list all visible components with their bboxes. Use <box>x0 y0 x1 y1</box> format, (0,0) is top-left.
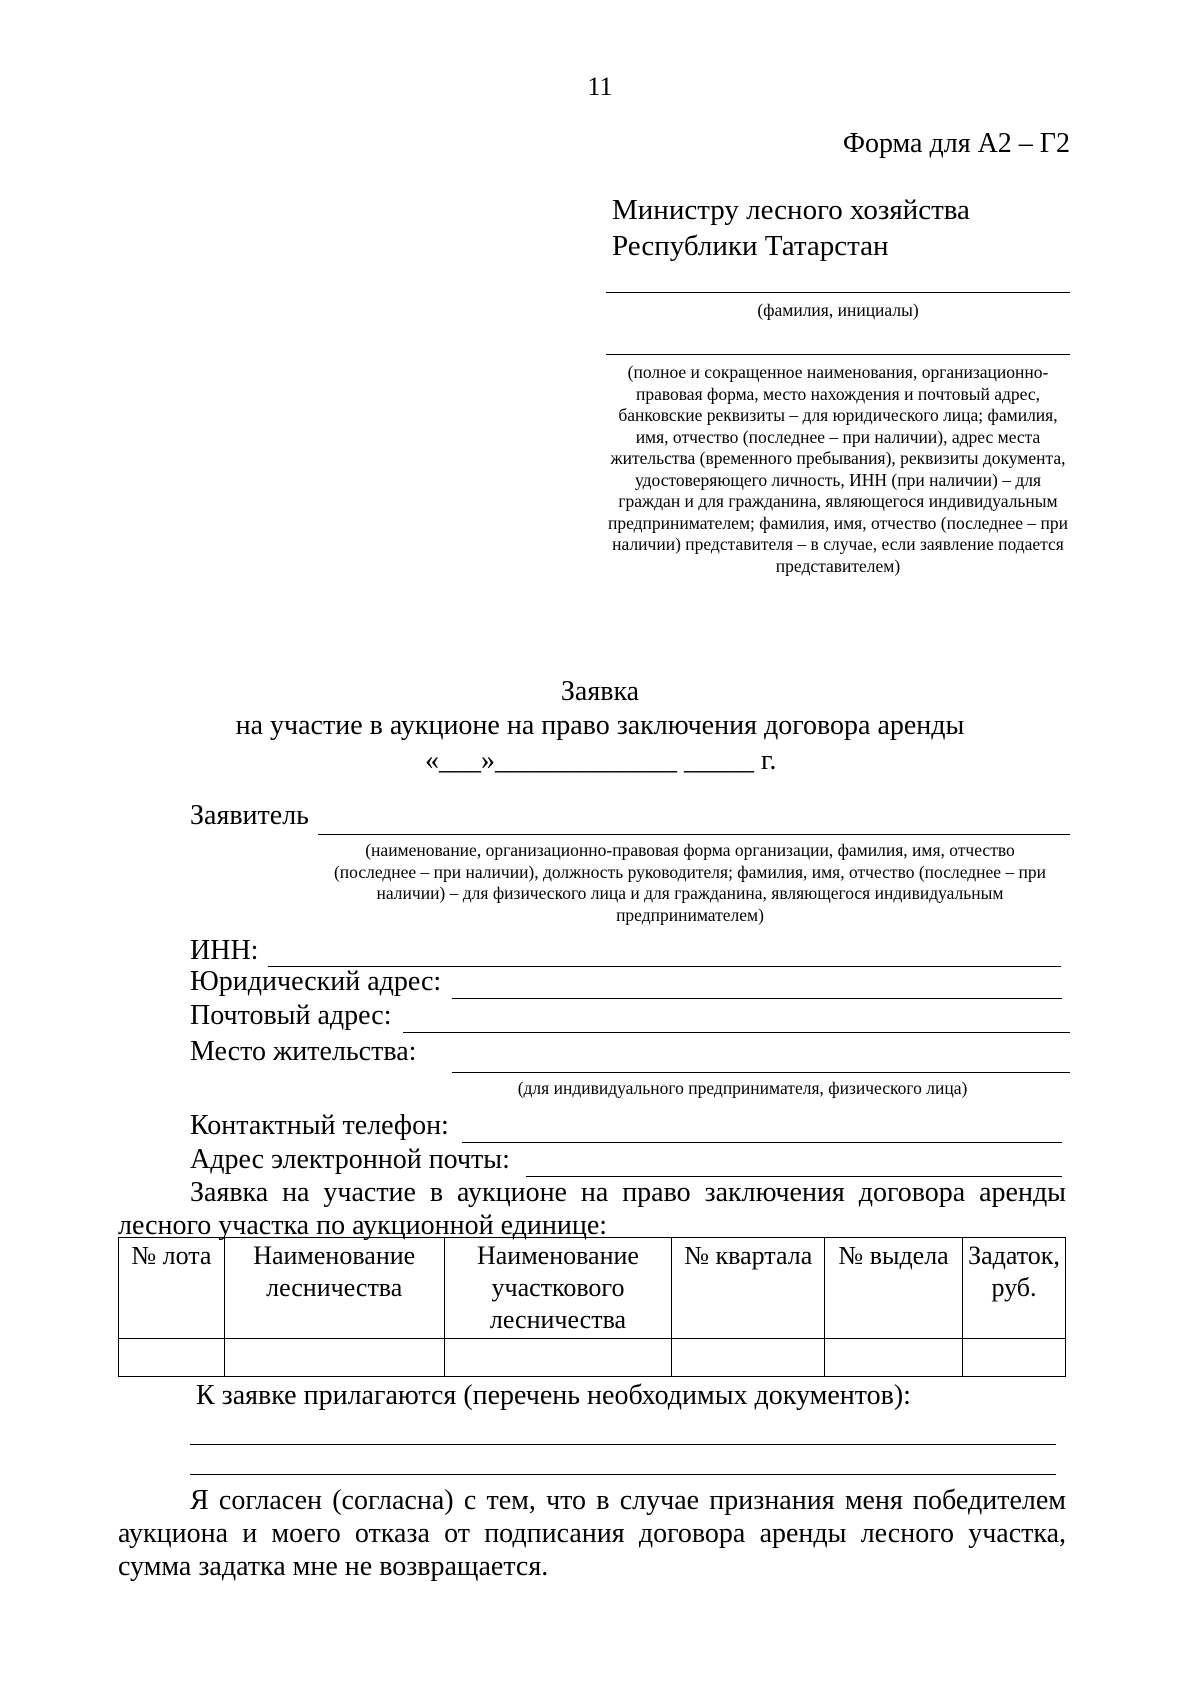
lots-table-header-row <box>119 1238 1066 1339</box>
initials-blank-line[interactable] <box>606 292 1070 293</box>
applicant-blank-line[interactable] <box>318 834 1070 835</box>
residence-label: Место жительства: <box>190 1036 417 1067</box>
table-cell-allotment-number[interactable] <box>825 1339 963 1377</box>
application-intro: Заявка на участие в аукционе на право заключения договора аренды лесного участка по аукционной единице: <box>118 1177 1066 1241</box>
initials-caption: (фамилия, инициалы) <box>757 300 919 320</box>
attachments-blank-line-1[interactable] <box>190 1444 1056 1445</box>
addressee-line-2: Республики Татарстан <box>612 230 889 262</box>
table-cell-deposit[interactable] <box>962 1339 1065 1377</box>
col-lot-number: № лота <box>119 1238 225 1339</box>
attachments-label: К заявке прилагаются (перечень необходимых документов): <box>196 1380 911 1411</box>
col-allotment-number: № выдела <box>825 1238 963 1339</box>
form-label: Форма для А2 – Г2 <box>842 128 1070 159</box>
page-number: 11 <box>587 72 613 101</box>
phone-label: Контактный телефон: <box>190 1110 449 1141</box>
fullname-blank-line[interactable] <box>606 354 1070 355</box>
legal-address-blank-line[interactable] <box>452 998 1062 999</box>
table-cell-forestry-name[interactable] <box>224 1339 444 1377</box>
email-label: Адрес электронной почты: <box>190 1144 510 1175</box>
col-deposit: Задаток, руб. <box>962 1238 1065 1339</box>
table-row <box>119 1339 1066 1377</box>
applicant-caption: (наименование, организационно-правовая форма организации, фамилия, имя, отчество (последнее – при наличии), должность руководителя; фамилия, имя, отчество (последнее – при наличии) – для физического лица и для гражданина, являющегося индивидуальным предпринимателем) <box>333 840 1047 925</box>
fullname-caption: (полное и сокращенное наименования, организационно-правовая форма, место нахождения и почтовый адрес, банковские реквизиты – для юридического лица; фамилия, имя, отчество (последнее – при наличии), адрес места жительства (временного пребывания), реквизиты документа, удостоверяющего личность, ИНН (при наличии) – для граждан и для гражданина, являющегося индивидуальным предпринимателем; фамилия, имя, отчество (последнее – при наличии) представителя – в случае, если заявление подается представителем) <box>608 362 1068 576</box>
inn-label: ИНН: <box>190 935 259 966</box>
table-cell-lot-number[interactable] <box>119 1339 225 1377</box>
postal-address-label: Почтовый адрес: <box>190 1000 392 1031</box>
col-quarter-number: № квартала <box>672 1238 825 1339</box>
applicant-label: Заявитель <box>190 800 309 831</box>
attachments-blank-line-2[interactable] <box>190 1474 1056 1475</box>
residence-caption: (для индивидуального предпринимателя, физического лица) <box>517 1078 968 1098</box>
phone-blank-line[interactable] <box>462 1142 1062 1143</box>
table-cell-district-forestry-name[interactable] <box>444 1339 672 1377</box>
postal-address-blank-line[interactable] <box>403 1032 1070 1033</box>
table-cell-quarter-number[interactable] <box>672 1339 825 1377</box>
addressee-block <box>612 192 970 264</box>
application-date-line[interactable]: «___»_____________ _____ г. <box>425 745 777 776</box>
application-subtitle: на участие в аукционе на право заключения договора аренды <box>235 710 965 741</box>
legal-address-label: Юридический адрес: <box>190 966 442 997</box>
addressee-line-1: Министру лесного хозяйства <box>612 194 970 226</box>
lots-table <box>118 1237 1066 1377</box>
agreement-paragraph: Я согласен (согласна) с тем, что в случае признания меня победителем аукциона и моего отказа от подписания договора аренды лесного участка, сумма задатка мне не возвращается. <box>118 1485 1066 1582</box>
col-district-forestry-name: Наименование участкового лесничества <box>444 1238 672 1339</box>
residence-blank-line[interactable] <box>452 1072 1070 1073</box>
col-forestry-name: Наименование лесничества <box>224 1238 444 1339</box>
application-title: Заявка <box>560 676 640 707</box>
